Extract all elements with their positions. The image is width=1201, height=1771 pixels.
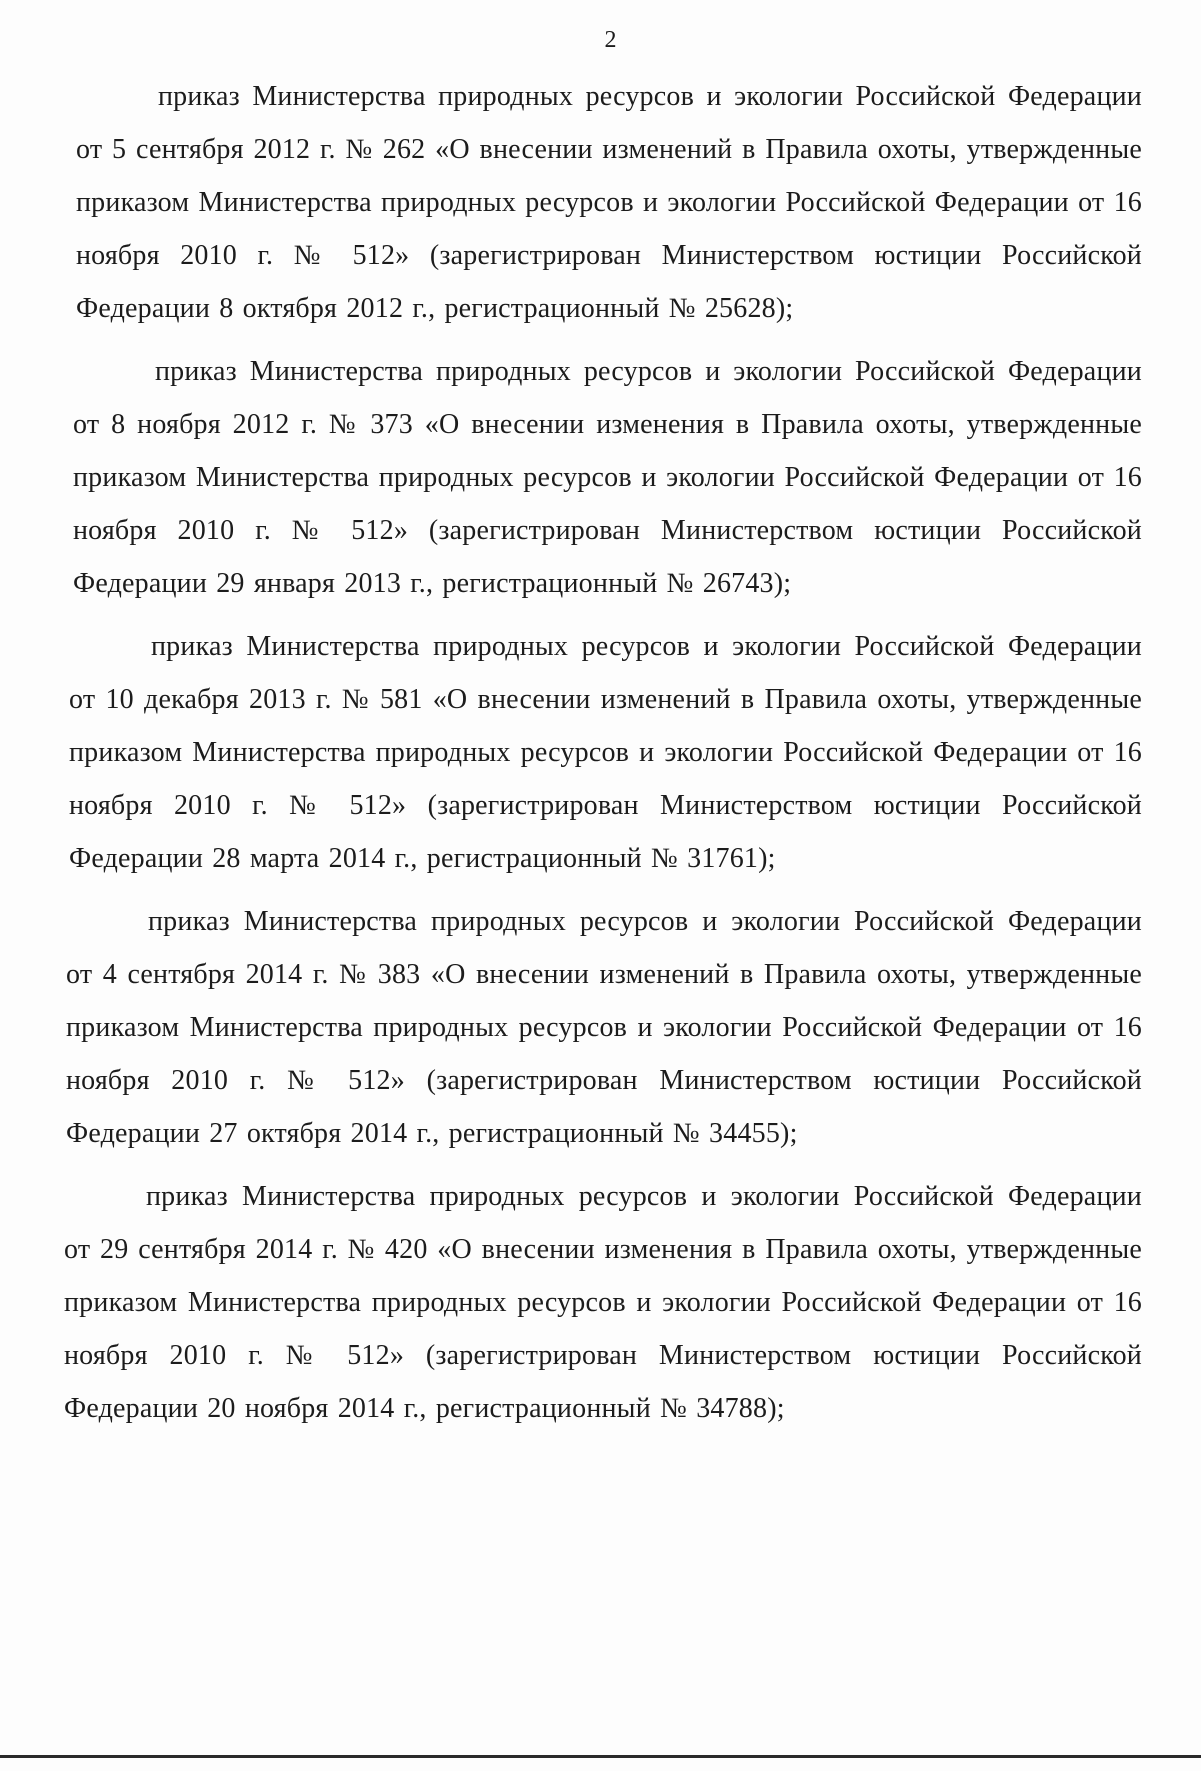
bottom-scan-edge-divider (0, 1755, 1201, 1758)
order-paragraph-2: приказ Министерства природных ресурсов и экологии Российской Федерации от 8 ноября 2012 г. № 373 «О внесении изменения в Правила охоты, утвержденные приказом Министерства природных ресурсов и экологии Российской Федерации от 16 ноября 2010 г. № 512» (зарегистрирован Министерством юстиции Российской Федерации 29 января 2013 г., регистрационный № 26743); (73, 356, 1142, 599)
order-paragraph-4: приказ Министерства природных ресурсов и экологии Российской Федерации от 4 сентября 2014 г. № 383 «О внесении изменений в Правила охоты, утвержденные приказом Министерства природных ресурсов и экологии Российской Федерации от 16 ноября 2010 г. № 512» (зарегистрирован Министерством юстиции Российской Федерации 27 октября 2014 г., регистрационный № 34455); (66, 906, 1142, 1149)
document-body (64, 70, 1142, 1445)
order-paragraph-1: приказ Министерства природных ресурсов и экологии Российской Федерации от 5 сентября 2012 г. № 262 «О внесении изменений в Правила охоты, утвержденные приказом Министерства природных ресурсов и экологии Российской Федерации от 16 ноября 2010 г. № 512» (зарегистрирован Министерством юстиции Российской Федерации 8 октября 2012 г., регистрационный № 25628); (76, 81, 1142, 324)
order-paragraph-5: приказ Министерства природных ресурсов и экологии Российской Федерации от 29 сентября 2014 г. № 420 «О внесении изменения в Правила охоты, утвержденные приказом Министерства природных ресурсов и экологии Российской Федерации от 16 ноября 2010 г. № 512» (зарегистрирован Министерством юстиции Российской Федерации 20 ноября 2014 г., регистрационный № 34788); (64, 1181, 1142, 1424)
order-paragraph-3: приказ Министерства природных ресурсов и экологии Российской Федерации от 10 декабря 2013 г. № 581 «О внесении изменений в Правила охоты, утвержденные приказом Министерства природных ресурсов и экологии Российской Федерации от 16 ноября 2010 г. № 512» (зарегистрирован Министерством юстиции Российской Федерации 28 марта 2014 г., регистрационный № 31761); (69, 631, 1142, 874)
page-number: 2 (604, 27, 617, 53)
